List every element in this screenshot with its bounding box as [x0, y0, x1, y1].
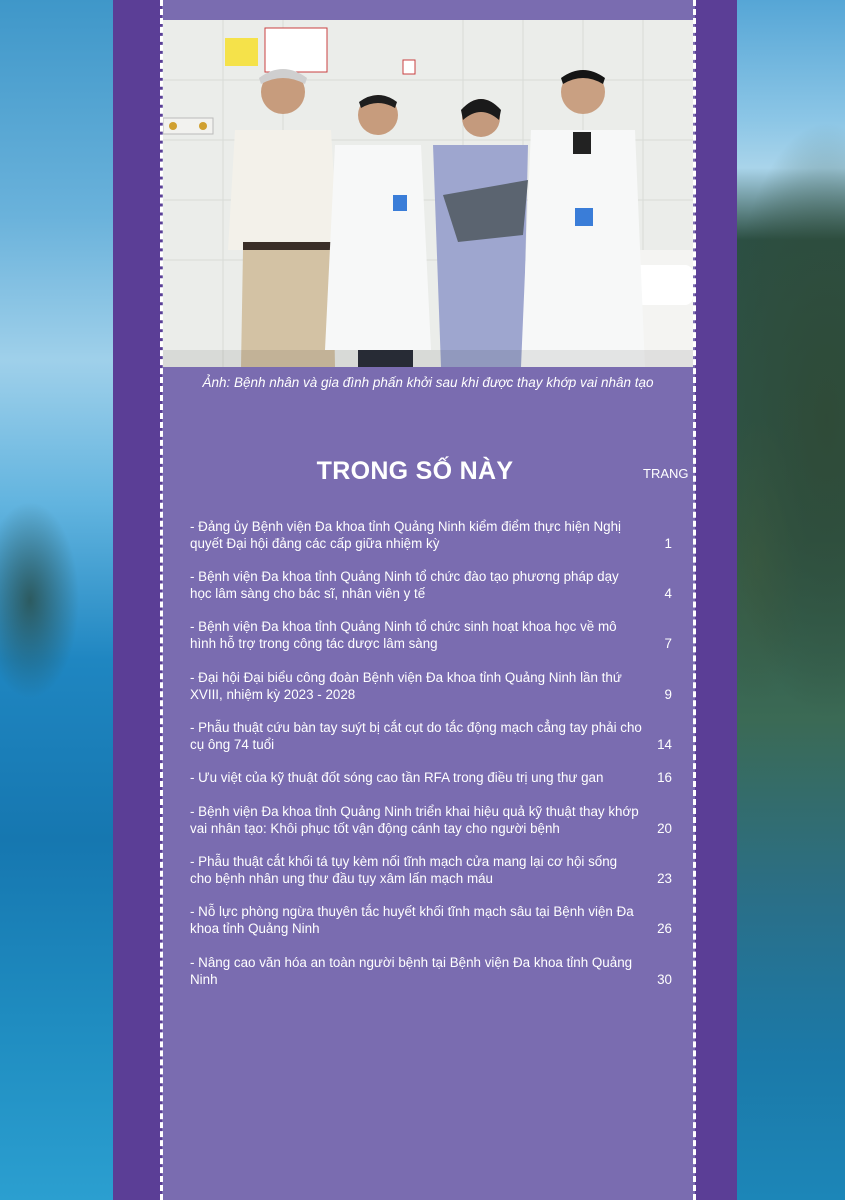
contents-item[interactable]	[190, 769, 680, 786]
contents-page-header: TRANG	[643, 466, 689, 481]
contents-item-page: 14	[657, 737, 672, 752]
contents-item[interactable]	[190, 853, 680, 887]
contents-item-title: - Đại hội Đại biểu công đoàn Bệnh viện Đa khoa tỉnh Quảng Ninh lần thứ XVIII, nhiệm kỳ 2023 - 2028	[190, 670, 622, 702]
contents-item[interactable]	[190, 954, 680, 988]
contents-item[interactable]	[190, 719, 680, 753]
background-karst-right	[737, 0, 845, 1200]
contents-item[interactable]	[190, 568, 680, 602]
contents-item-title: - Đảng ủy Bệnh viện Đa khoa tỉnh Quảng Ninh kiểm điểm thực hiện Nghị quyết Đại hội đảng các cấp giữa nhiệm kỳ	[190, 519, 622, 551]
contents-item-title: - Bệnh viện Đa khoa tỉnh Quảng Ninh tổ chức đào tạo phương pháp dạy học lâm sàng cho bác sĩ, nhân viên y tế	[190, 569, 619, 601]
contents-item-title: - Bệnh viện Đa khoa tỉnh Quảng Ninh triển khai hiệu quả kỹ thuật thay khớp vai nhân tạo: Khôi phục tốt vận động cánh tay cho người bệnh	[190, 804, 639, 836]
hospital-photo	[163, 20, 693, 367]
dashed-border-right	[693, 0, 696, 1200]
contents-title: TRONG SỐ NÀY	[316, 457, 514, 485]
contents-item[interactable]	[190, 518, 680, 552]
contents-item-page: 1	[664, 536, 672, 551]
contents-item[interactable]	[190, 903, 680, 937]
contents-item[interactable]	[190, 803, 680, 837]
contents-item-title: - Nâng cao văn hóa an toàn người bệnh tại Bệnh viện Đa khoa tỉnh Quảng Ninh	[190, 955, 633, 987]
contents-item-page: 23	[657, 871, 672, 886]
contents-item-page: 30	[657, 972, 672, 987]
contents-item-page: 9	[664, 687, 672, 702]
contents-item[interactable]	[190, 618, 680, 652]
contents-item-title: - Nỗ lực phòng ngừa thuyên tắc huyết khối tĩnh mạch sâu tại Bệnh viện Đa khoa tỉnh Quảng Ninh	[190, 904, 634, 936]
contents-item-page: 20	[657, 821, 672, 836]
contents-item-page: 26	[657, 921, 672, 936]
contents-item-title: - Phẫu thuật cứu bàn tay suýt bị cắt cụt do tắc động mạch cẳng tay phải cho cụ ông 74 tuổi	[190, 720, 642, 752]
contents-item-title: - Bệnh viện Đa khoa tỉnh Quảng Ninh tổ chức sinh hoạt khoa học về mô hình hỗ trợ trong công tác dược lâm sàng	[190, 619, 617, 651]
contents-item-title: - Ưu việt của kỹ thuật đốt sóng cao tần RFA trong điều trị ung thư gan	[190, 770, 604, 785]
photo-caption: Ảnh: Bệnh nhân và gia đình phấn khởi sau khi được thay khớp vai nhân tạo	[202, 375, 654, 390]
contents-item-title: - Phẫu thuật cắt khối tá tụy kèm nối tĩnh mạch cửa mang lại cơ hội sống cho bệnh nhân ung thư đầu tụy xâm lấn mạch máu	[190, 854, 618, 886]
background-sea-left	[0, 0, 113, 1200]
contents-item-page: 4	[664, 586, 672, 601]
contents-item-page: 7	[664, 636, 672, 651]
contents-item-page: 16	[657, 770, 672, 785]
contents-item[interactable]	[190, 669, 680, 703]
